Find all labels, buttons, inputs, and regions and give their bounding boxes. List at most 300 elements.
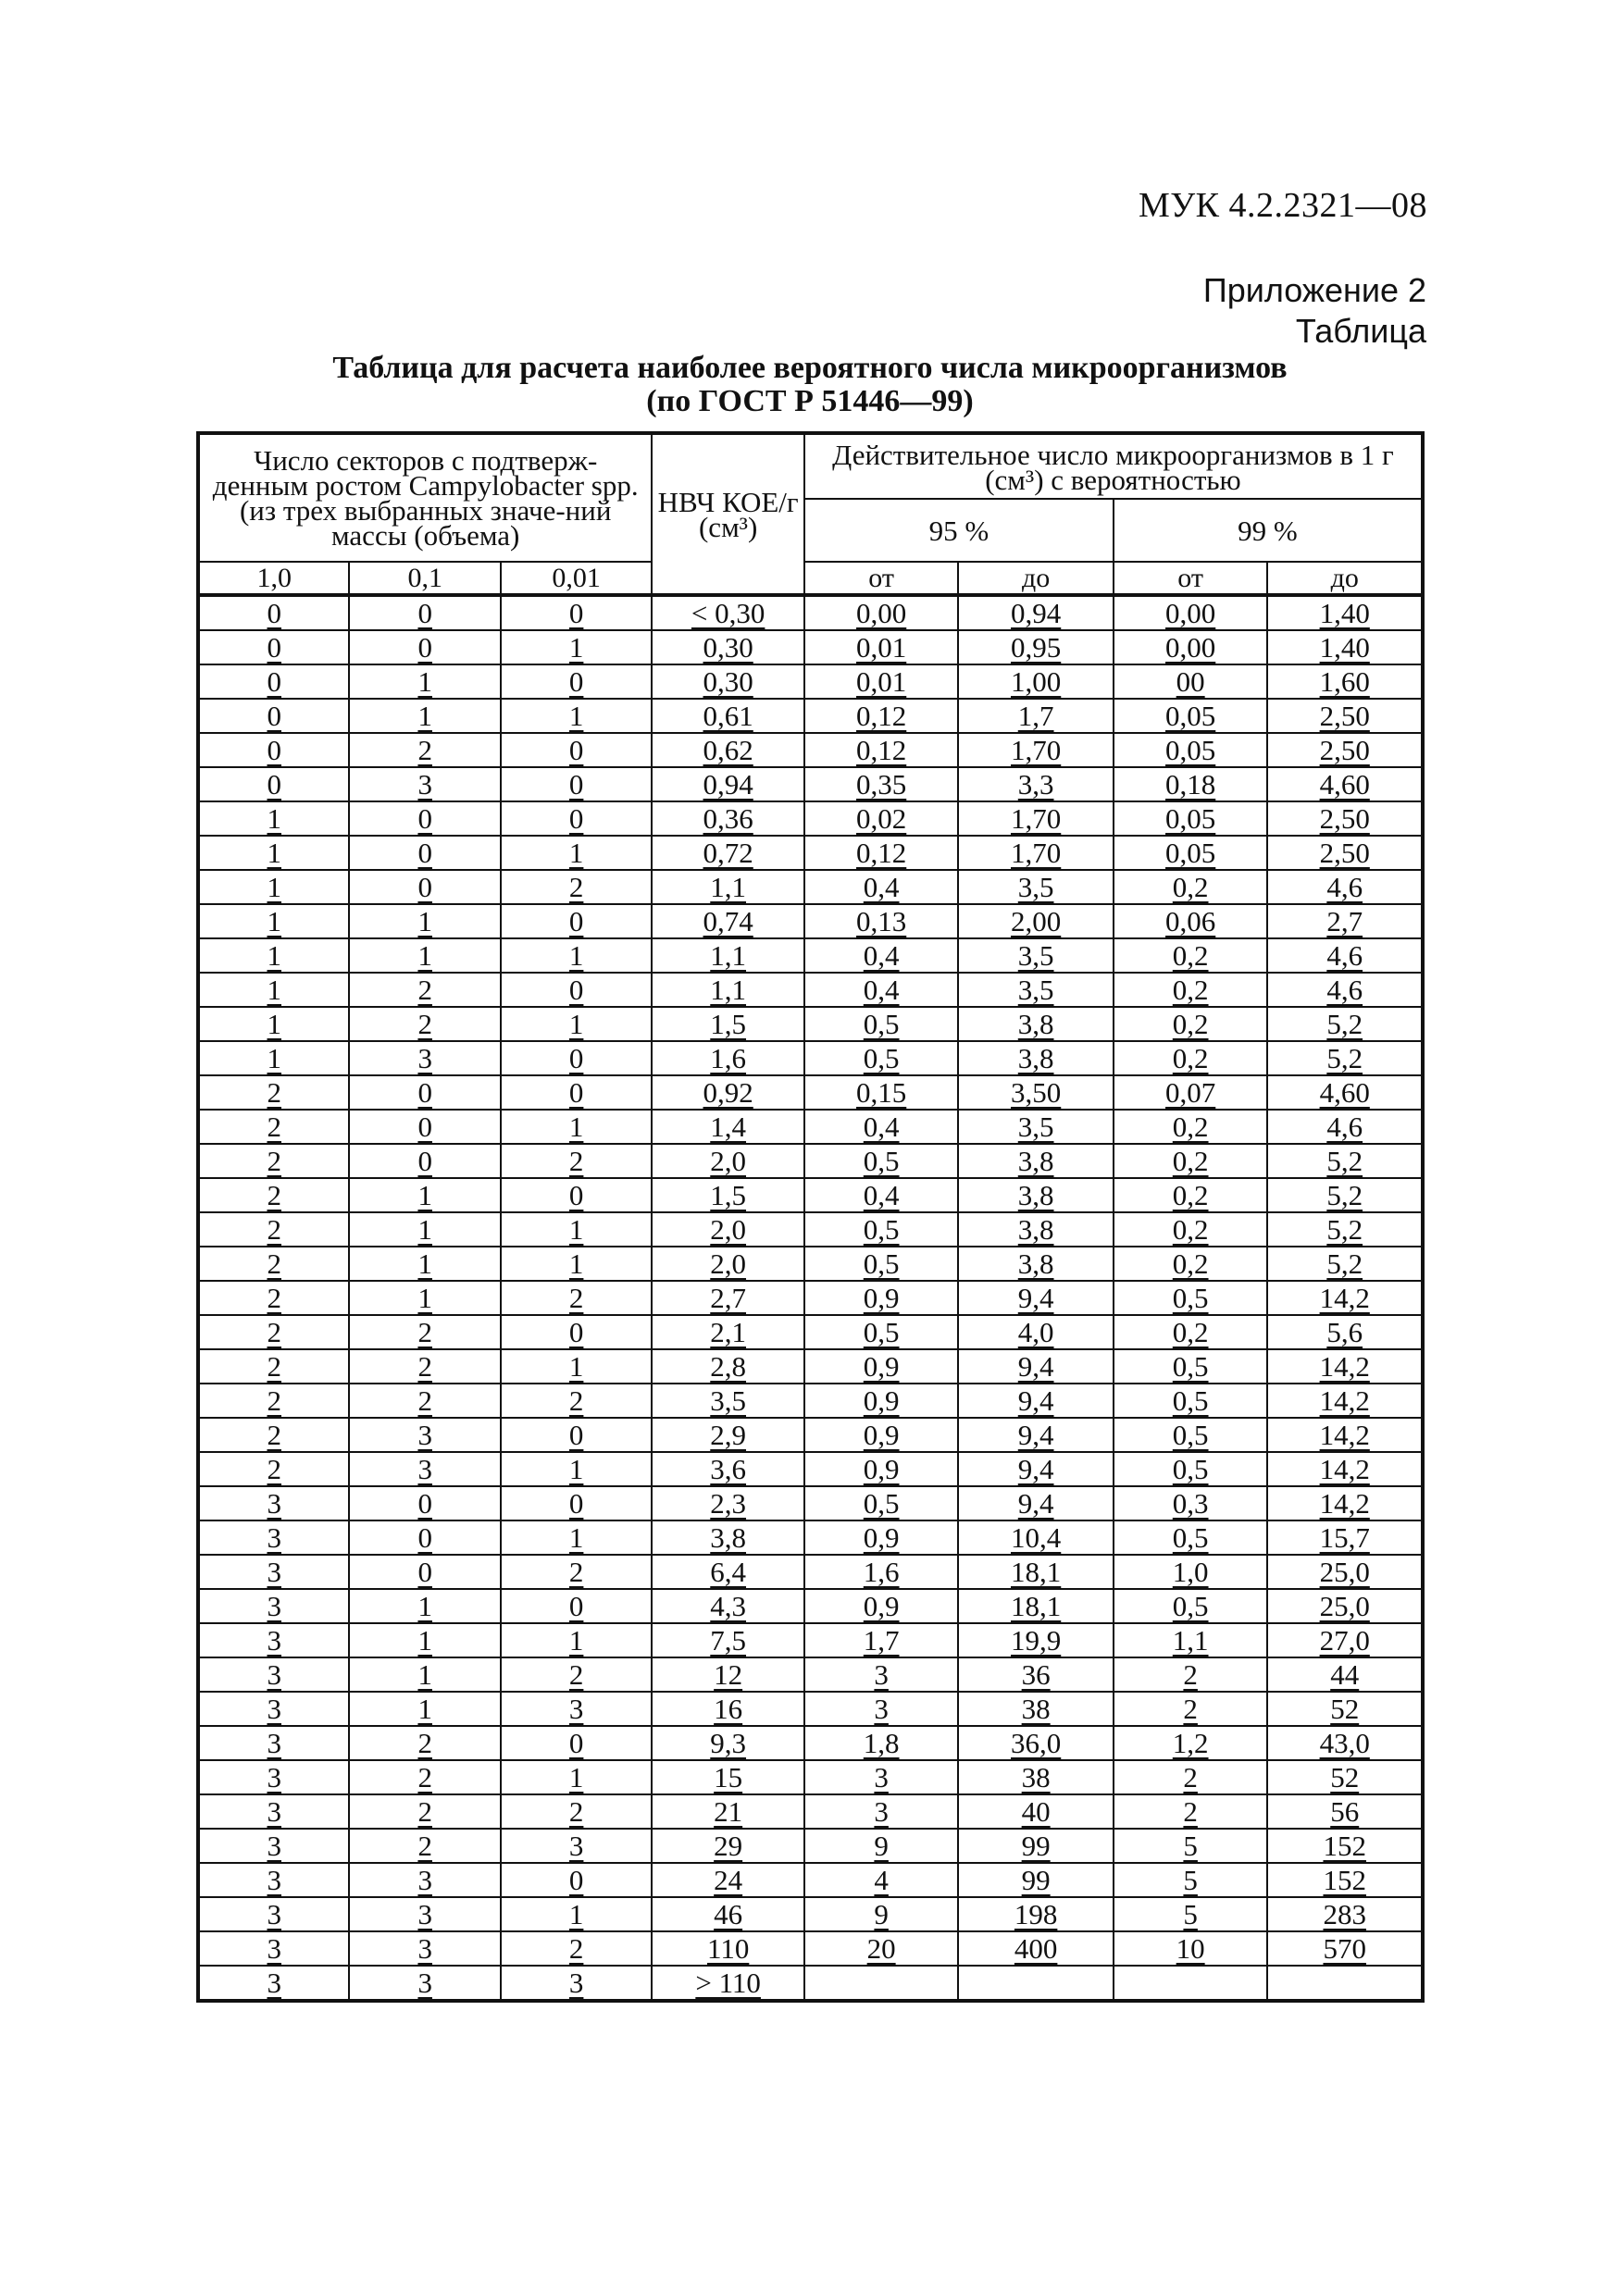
cell-sectors-1: 3 [198,1966,349,2001]
cell-p99-to: 5,2 [1267,1041,1423,1075]
cell-sectors-001: 0 [501,1315,652,1349]
cell-p95-from: 1,6 [804,1555,959,1589]
cell-p95-to: 9,4 [958,1384,1114,1418]
cell-p99-from: 2 [1114,1760,1268,1794]
table-title [194,352,1425,418]
cell-sectors-01: 0 [349,630,500,664]
cell-p99-to: 52 [1267,1692,1423,1726]
cell-p95-to [958,1966,1114,2001]
cell-mpn-value: 3,6 [652,1452,803,1486]
cell-p95-from: 0,12 [804,836,959,870]
cell-mpn-value: 1,6 [652,1041,803,1075]
cell-p95-from: 3 [804,1692,959,1726]
header-sectors: Число секторов с подтверж-денным ростом Campylobacter spp. (из трех выбранных значе-ний массы (объема) [198,433,652,562]
cell-p99-from: 0,5 [1114,1418,1268,1452]
cell-p99-from: 0,05 [1114,699,1268,733]
cell-sectors-001: 2 [501,1144,652,1178]
cell-p99-from: 0,5 [1114,1384,1268,1418]
cell-p99-to: 4,6 [1267,973,1423,1007]
cell-sectors-1: 3 [198,1520,349,1555]
cell-mpn-value: > 110 [652,1966,803,2001]
table-row [198,733,1423,767]
cell-sectors-001: 2 [501,1657,652,1692]
cell-sectors-001: 1 [501,938,652,973]
table-row [198,1520,1423,1555]
cell-sectors-01: 1 [349,1589,500,1623]
cell-p99-from: 0,00 [1114,595,1268,630]
cell-p95-to: 99 [958,1863,1114,1897]
header-dilution-1: 1,0 [198,562,349,595]
cell-sectors-01: 2 [349,1315,500,1349]
cell-p99-from: 1,2 [1114,1726,1268,1760]
cell-sectors-01: 2 [349,1726,500,1760]
cell-sectors-001: 0 [501,801,652,836]
cell-sectors-001: 2 [501,1384,652,1418]
cell-sectors-1: 1 [198,1041,349,1075]
cell-mpn-value: 2,0 [652,1144,803,1178]
cell-p99-to: 570 [1267,1931,1423,1966]
cell-p99-to: 5,2 [1267,1178,1423,1212]
cell-p99-to: 283 [1267,1897,1423,1931]
cell-p95-to: 18,1 [958,1555,1114,1589]
cell-p95-to: 3,8 [958,1144,1114,1178]
cell-p99-to: 4,6 [1267,1110,1423,1144]
cell-mpn-value: 1,4 [652,1110,803,1144]
cell-p99-to: 2,50 [1267,836,1423,870]
cell-p99-to: 5,2 [1267,1007,1423,1041]
cell-sectors-01: 1 [349,664,500,699]
cell-p95-to: 3,8 [958,1212,1114,1247]
cell-p95-from: 9 [804,1829,959,1863]
header-dilution-01: 0,1 [349,562,500,595]
cell-p95-from: 3 [804,1794,959,1829]
cell-p95-from: 0,35 [804,767,959,801]
cell-p99-to: 2,50 [1267,733,1423,767]
cell-p99-from: 5 [1114,1897,1268,1931]
cell-p95-from: 0,4 [804,1110,959,1144]
table-row [198,1623,1423,1657]
cell-p99-from: 0,05 [1114,836,1268,870]
cell-p95-from: 20 [804,1931,959,1966]
table-row [198,1281,1423,1315]
cell-sectors-1: 1 [198,801,349,836]
cell-sectors-01: 2 [349,1794,500,1829]
cell-sectors-1: 2 [198,1418,349,1452]
cell-p95-to: 3,8 [958,1041,1114,1075]
cell-p99-from: 0,18 [1114,767,1268,801]
cell-sectors-001: 0 [501,1863,652,1897]
table-label: Таблица [1295,312,1426,350]
table-row [198,1178,1423,1212]
cell-sectors-001: 0 [501,1418,652,1452]
cell-p99-to: 1,60 [1267,664,1423,699]
cell-sectors-001: 0 [501,1178,652,1212]
cell-p99-to: 14,2 [1267,1418,1423,1452]
cell-mpn-value: 110 [652,1931,803,1966]
cell-p99-from: 5 [1114,1829,1268,1863]
cell-mpn-value: 2,9 [652,1418,803,1452]
mpn-table-body [198,595,1423,2001]
cell-sectors-1: 2 [198,1281,349,1315]
cell-sectors-001: 2 [501,1555,652,1589]
cell-sectors-1: 0 [198,699,349,733]
cell-mpn-value: 9,3 [652,1726,803,1760]
cell-p95-from: 0,5 [804,1315,959,1349]
table-row [198,1212,1423,1247]
cell-p95-to: 3,8 [958,1247,1114,1281]
cell-p99-to: 56 [1267,1794,1423,1829]
cell-p95-from: 0,9 [804,1589,959,1623]
cell-p95-from: 0,5 [804,1144,959,1178]
cell-sectors-001: 2 [501,1794,652,1829]
cell-mpn-value: 0,62 [652,733,803,767]
cell-mpn-value: 12 [652,1657,803,1692]
cell-p95-to: 9,4 [958,1452,1114,1486]
cell-p95-from: 0,01 [804,630,959,664]
cell-p95-from: 0,5 [804,1247,959,1281]
cell-mpn-value: 0,92 [652,1075,803,1110]
header-actual-count: Действительное число микроорганизмов в 1 г (см³) с вероятностью [804,433,1423,499]
cell-p95-from: 0,4 [804,870,959,904]
cell-mpn-value: 21 [652,1794,803,1829]
table-row [198,1075,1423,1110]
header-probability-95: 95 % [804,499,1114,562]
cell-p99-to: 1,40 [1267,595,1423,630]
cell-sectors-1: 3 [198,1589,349,1623]
cell-sectors-1: 3 [198,1657,349,1692]
cell-sectors-1: 3 [198,1897,349,1931]
mpn-table [196,431,1425,2003]
cell-sectors-01: 1 [349,1212,500,1247]
cell-sectors-01: 0 [349,1110,500,1144]
table-row [198,1692,1423,1726]
cell-sectors-001: 3 [501,1829,652,1863]
table-row [198,1418,1423,1452]
mpn-table-container [196,431,1425,2003]
cell-sectors-001: 1 [501,1247,652,1281]
header-95-to: до [958,562,1114,595]
table-title-line1: Таблица для расчета наиболее вероятного числа микроорганизмов [332,351,1288,385]
cell-p95-from: 0,9 [804,1452,959,1486]
cell-sectors-1: 3 [198,1726,349,1760]
cell-sectors-1: 3 [198,1794,349,1829]
cell-p95-to: 10,4 [958,1520,1114,1555]
cell-p99-from: 0,05 [1114,733,1268,767]
cell-sectors-001: 1 [501,630,652,664]
cell-sectors-01: 1 [349,1657,500,1692]
table-row [198,1110,1423,1144]
cell-mpn-value: 1,1 [652,938,803,973]
cell-sectors-1: 1 [198,1007,349,1041]
cell-sectors-01: 3 [349,1931,500,1966]
cell-sectors-001: 0 [501,767,652,801]
cell-p99-from: 5 [1114,1863,1268,1897]
cell-sectors-001: 2 [501,1281,652,1315]
cell-sectors-1: 2 [198,1452,349,1486]
cell-mpn-value: 1,5 [652,1178,803,1212]
cell-p99-to [1267,1966,1423,2001]
header-95-from: от [804,562,959,595]
cell-sectors-01: 2 [349,1829,500,1863]
cell-sectors-001: 1 [501,1623,652,1657]
cell-p95-to: 0,94 [958,595,1114,630]
cell-sectors-1: 0 [198,664,349,699]
table-row [198,1829,1423,1863]
cell-p99-to: 1,40 [1267,630,1423,664]
cell-mpn-value: 2,8 [652,1349,803,1384]
cell-p99-from: 0,2 [1114,1247,1268,1281]
cell-mpn-value: 1,1 [652,870,803,904]
cell-p95-to: 3,3 [958,767,1114,801]
cell-sectors-01: 1 [349,699,500,733]
cell-p99-from: 0,07 [1114,1075,1268,1110]
cell-p95-from: 1,7 [804,1623,959,1657]
table-row [198,1657,1423,1692]
cell-p95-to: 1,7 [958,699,1114,733]
cell-sectors-01: 0 [349,1555,500,1589]
cell-p99-from: 2 [1114,1657,1268,1692]
cell-sectors-1: 2 [198,1247,349,1281]
cell-sectors-001: 1 [501,1349,652,1384]
cell-sectors-01: 3 [349,1897,500,1931]
cell-p99-from: 0,2 [1114,1110,1268,1144]
cell-p95-to: 9,4 [958,1486,1114,1520]
cell-p95-to: 4,0 [958,1315,1114,1349]
cell-mpn-value: 0,30 [652,664,803,699]
cell-sectors-001: 0 [501,1075,652,1110]
cell-p95-from: 0,01 [804,664,959,699]
cell-mpn-value: 0,30 [652,630,803,664]
cell-sectors-01: 2 [349,733,500,767]
table-row [198,1007,1423,1041]
table-row [198,1384,1423,1418]
cell-sectors-01: 0 [349,1520,500,1555]
cell-sectors-001: 0 [501,973,652,1007]
cell-p95-to: 19,9 [958,1623,1114,1657]
table-title-line2: (по ГОСТ Р 51446—99) [646,384,974,418]
cell-sectors-01: 1 [349,1623,500,1657]
cell-mpn-value: 2,0 [652,1247,803,1281]
cell-sectors-001: 1 [501,836,652,870]
cell-p95-to: 2,00 [958,904,1114,938]
cell-p99-from: 0,2 [1114,938,1268,973]
cell-sectors-1: 3 [198,1829,349,1863]
cell-mpn-value: 7,5 [652,1623,803,1657]
cell-sectors-01: 2 [349,1384,500,1418]
cell-p95-to: 9,4 [958,1349,1114,1384]
table-row [198,1863,1423,1897]
cell-sectors-1: 3 [198,1692,349,1726]
cell-p95-from: 0,9 [804,1418,959,1452]
cell-mpn-value: 0,94 [652,767,803,801]
cell-sectors-1: 3 [198,1555,349,1589]
cell-p95-to: 1,00 [958,664,1114,699]
cell-p95-to: 0,95 [958,630,1114,664]
table-row [198,1794,1423,1829]
table-row [198,904,1423,938]
cell-sectors-1: 1 [198,904,349,938]
cell-p95-to: 3,5 [958,973,1114,1007]
cell-p99-to: 15,7 [1267,1520,1423,1555]
table-row [198,1760,1423,1794]
cell-sectors-1: 2 [198,1178,349,1212]
cell-p95-from: 0,5 [804,1486,959,1520]
cell-p95-from: 0,4 [804,973,959,1007]
cell-p95-to: 3,50 [958,1075,1114,1110]
cell-p99-to: 152 [1267,1863,1423,1897]
cell-mpn-value: 2,1 [652,1315,803,1349]
table-row [198,595,1423,630]
cell-sectors-01: 0 [349,801,500,836]
cell-sectors-1: 1 [198,938,349,973]
cell-p95-from: 4 [804,1863,959,1897]
cell-sectors-001: 1 [501,699,652,733]
cell-p99-from: 0,05 [1114,801,1268,836]
cell-p95-to: 36,0 [958,1726,1114,1760]
cell-p95-from: 1,8 [804,1726,959,1760]
cell-p95-from: 0,9 [804,1349,959,1384]
cell-p99-to: 43,0 [1267,1726,1423,1760]
cell-p99-to: 5,2 [1267,1212,1423,1247]
cell-p95-from: 0,5 [804,1007,959,1041]
table-row [198,1931,1423,1966]
cell-mpn-value: 0,61 [652,699,803,733]
cell-p99-from: 0,2 [1114,870,1268,904]
cell-sectors-001: 1 [501,1897,652,1931]
cell-p99-from: 0,2 [1114,1315,1268,1349]
cell-sectors-01: 1 [349,1692,500,1726]
cell-sectors-1: 3 [198,1623,349,1657]
cell-p99-from: 10 [1114,1931,1268,1966]
cell-p95-from: 0,9 [804,1281,959,1315]
cell-mpn-value: 3,8 [652,1520,803,1555]
table-row [198,630,1423,664]
table-row [198,1486,1423,1520]
cell-sectors-001: 1 [501,1110,652,1144]
table-row [198,1897,1423,1931]
cell-p99-from: 0,2 [1114,973,1268,1007]
header-dilution-001: 0,01 [501,562,652,595]
table-row [198,938,1423,973]
cell-sectors-001: 3 [501,1966,652,2001]
cell-sectors-1: 2 [198,1075,349,1110]
cell-sectors-01: 3 [349,1863,500,1897]
cell-sectors-1: 3 [198,1931,349,1966]
table-row [198,836,1423,870]
cell-p99-to: 14,2 [1267,1452,1423,1486]
table-row [198,1966,1423,2001]
cell-p95-from: 3 [804,1760,959,1794]
cell-p95-to: 3,8 [958,1178,1114,1212]
cell-sectors-1: 0 [198,595,349,630]
cell-sectors-01: 3 [349,767,500,801]
cell-p99-to: 4,60 [1267,767,1423,801]
cell-sectors-001: 0 [501,664,652,699]
cell-p99-to: 5,2 [1267,1247,1423,1281]
cell-sectors-001: 0 [501,595,652,630]
cell-p99-to: 44 [1267,1657,1423,1692]
cell-p95-to: 3,5 [958,938,1114,973]
cell-sectors-1: 0 [198,767,349,801]
cell-p99-to: 14,2 [1267,1281,1423,1315]
cell-sectors-1: 0 [198,630,349,664]
table-row [198,1555,1423,1589]
cell-p99-to: 14,2 [1267,1349,1423,1384]
cell-sectors-01: 3 [349,1041,500,1075]
cell-sectors-01: 2 [349,1349,500,1384]
document-code: МУК 4.2.2321—08 [1138,186,1427,225]
cell-mpn-value: < 0,30 [652,595,803,630]
cell-p99-from: 1,1 [1114,1623,1268,1657]
cell-p99-from: 0,5 [1114,1589,1268,1623]
cell-sectors-1: 1 [198,870,349,904]
cell-sectors-01: 1 [349,904,500,938]
cell-sectors-001: 0 [501,1589,652,1623]
cell-p95-from: 0,13 [804,904,959,938]
table-row [198,1144,1423,1178]
cell-p95-to: 3,8 [958,1007,1114,1041]
cell-sectors-1: 3 [198,1486,349,1520]
cell-sectors-001: 0 [501,733,652,767]
cell-p95-to: 1,70 [958,801,1114,836]
cell-p95-from: 0,12 [804,699,959,733]
cell-sectors-01: 1 [349,1247,500,1281]
cell-mpn-value: 24 [652,1863,803,1897]
cell-p95-to: 38 [958,1760,1114,1794]
cell-sectors-01: 2 [349,973,500,1007]
table-row [198,870,1423,904]
cell-p95-from [804,1966,959,2001]
cell-sectors-1: 2 [198,1144,349,1178]
cell-p95-from: 0,12 [804,733,959,767]
cell-p95-from: 0,02 [804,801,959,836]
cell-p99-from: 2 [1114,1692,1268,1726]
cell-mpn-value: 29 [652,1829,803,1863]
cell-p99-to: 2,50 [1267,699,1423,733]
cell-sectors-01: 0 [349,1486,500,1520]
cell-p95-to: 3,5 [958,1110,1114,1144]
cell-sectors-01: 3 [349,1418,500,1452]
cell-sectors-001: 1 [501,1520,652,1555]
cell-sectors-01: 0 [349,836,500,870]
cell-sectors-01: 0 [349,1144,500,1178]
cell-mpn-value: 0,36 [652,801,803,836]
cell-p99-from: 00 [1114,664,1268,699]
cell-p95-from: 0,4 [804,1178,959,1212]
table-row [198,1452,1423,1486]
cell-sectors-001: 0 [501,904,652,938]
cell-p95-from: 0,15 [804,1075,959,1110]
cell-p95-from: 3 [804,1657,959,1692]
cell-p99-to: 4,6 [1267,938,1423,973]
cell-p95-to: 3,5 [958,870,1114,904]
cell-p99-to: 5,2 [1267,1144,1423,1178]
cell-sectors-001: 1 [501,1212,652,1247]
cell-sectors-01: 1 [349,1178,500,1212]
cell-p99-from: 0,5 [1114,1520,1268,1555]
cell-sectors-01: 2 [349,1007,500,1041]
cell-p95-to: 1,70 [958,733,1114,767]
cell-p95-to: 40 [958,1794,1114,1829]
cell-sectors-01: 0 [349,1075,500,1110]
cell-mpn-value: 15 [652,1760,803,1794]
cell-p95-to: 198 [958,1897,1114,1931]
cell-p95-from: 0,00 [804,595,959,630]
cell-p95-to: 1,70 [958,836,1114,870]
cell-mpn-value: 0,72 [652,836,803,870]
cell-sectors-1: 2 [198,1315,349,1349]
table-row [198,767,1423,801]
